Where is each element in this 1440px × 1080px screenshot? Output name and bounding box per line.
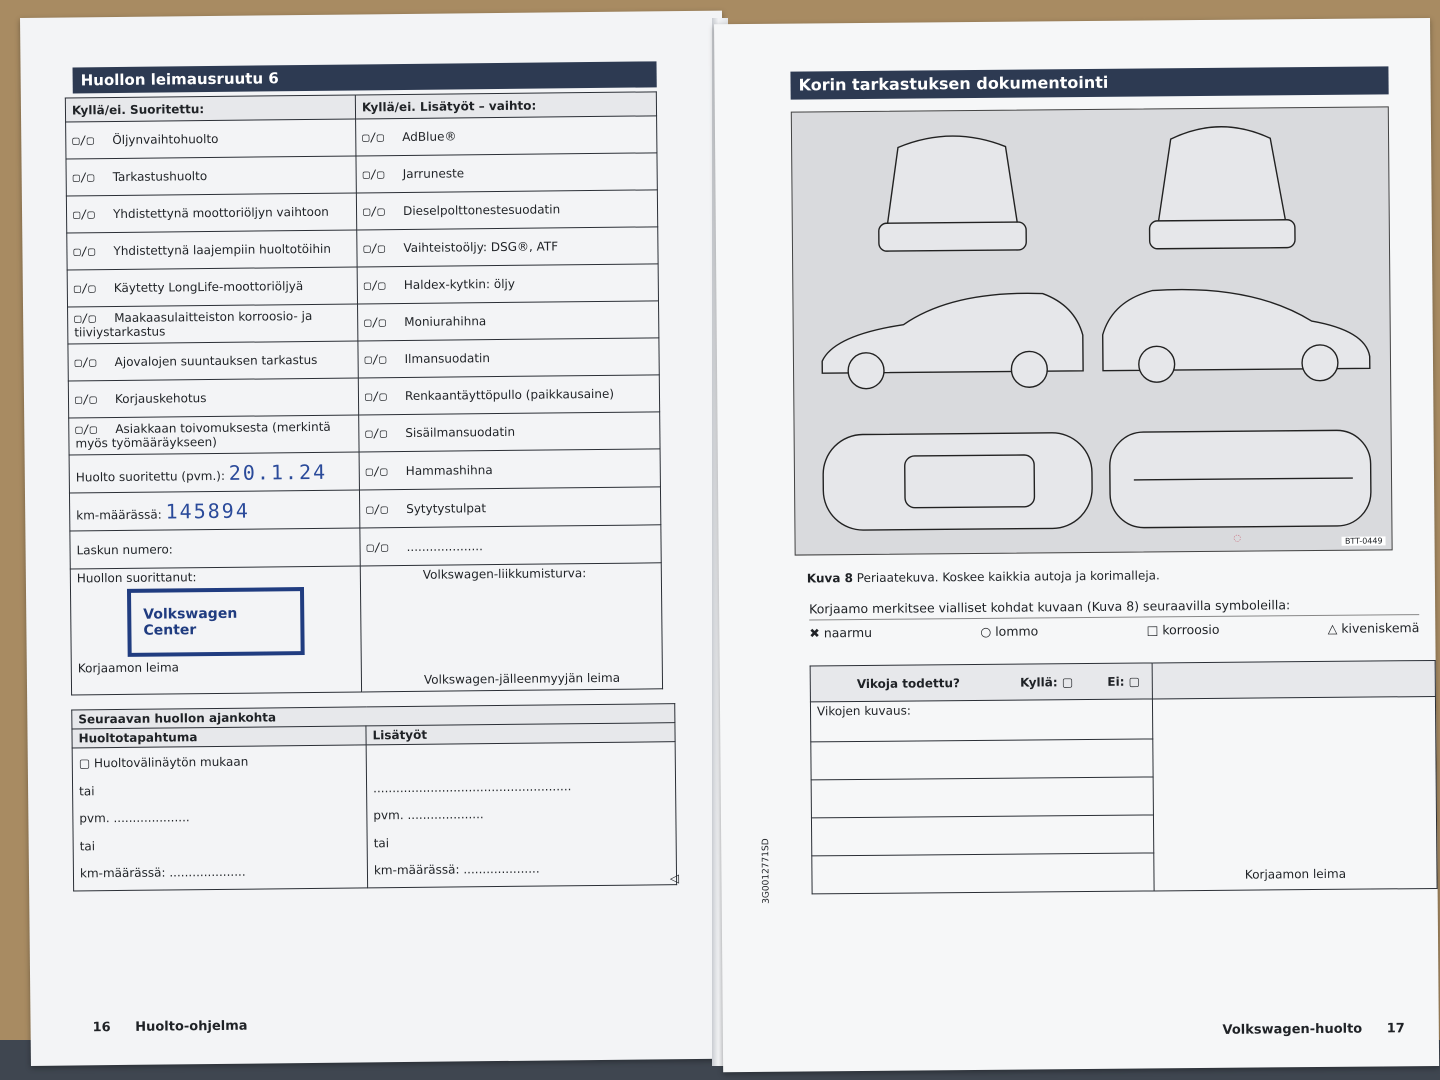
checkbox[interactable]: ▢/▢: [72, 207, 95, 222]
checkbox[interactable]: ▢/▢: [363, 241, 386, 256]
service-label: Tarkastushuolto: [112, 169, 208, 185]
workshop-stamp-cell: [1152, 696, 1437, 890]
wheel: [1011, 351, 1047, 387]
extra-row-blank: [360, 525, 661, 566]
next-service-extra: [366, 742, 676, 888]
km-label: km-määrässä:: [76, 507, 162, 522]
footer-title: Huolto-ohjelma: [135, 1018, 248, 1035]
defects-label: Vikoja todettu?: [856, 675, 961, 691]
checkbox[interactable]: ▢: [78, 756, 91, 771]
right-page: [714, 18, 1439, 1072]
left-page-title: Huollon leimausruutu 6: [73, 61, 657, 93]
service-cell-left: [68, 304, 358, 344]
wheel: [848, 353, 884, 389]
or-text: tai: [79, 839, 96, 854]
service-cell-right: [359, 412, 660, 452]
service-row: [66, 116, 657, 159]
checkbox[interactable]: ▢/▢: [72, 170, 95, 185]
service-row: [68, 301, 659, 344]
checkbox[interactable]: ▢/▢: [366, 501, 388, 516]
service-cell-left: [66, 156, 356, 196]
service-label: Yhdistettynä laajempiin huoltotöihin: [113, 241, 332, 259]
mobility-label: Volkswagen-liikkumisturva:: [422, 566, 587, 582]
service-cell-left: [66, 193, 356, 233]
checkbox[interactable]: ▢/▢: [362, 130, 385, 145]
interval-text: Huoltovälinäytön mukaan: [93, 754, 249, 771]
wheel: [1139, 346, 1175, 382]
footer-title: Volkswagen-huolto: [1222, 1021, 1363, 1038]
checkbox[interactable]: ▢/▢: [75, 422, 98, 437]
service-label: Vaihteistoöljy: DSG®, ATF: [403, 239, 559, 255]
car-body-diagram: [791, 106, 1393, 555]
symbol-note: Korjaamo merkitsee vialliset kohdat kuvaan (Kuva 8) seuraavilla symboleilla:: [809, 596, 1419, 620]
next-col2: Lisätyöt: [366, 723, 675, 745]
service-cell-left: [67, 267, 357, 307]
dent-symbol: ○ lommo: [980, 623, 1039, 639]
km-line: km-määrässä: ....................: [79, 865, 246, 881]
stamp-header: [1152, 660, 1435, 698]
checkbox[interactable]: ▢/▢: [73, 281, 96, 296]
figure-caption: [807, 568, 1160, 585]
desc-label: Vikojen kuvaus:: [810, 699, 1152, 742]
service-row: [68, 338, 659, 381]
service-row: [66, 190, 657, 233]
service-cell-left: [66, 119, 356, 159]
or-text: tai: [79, 783, 95, 799]
figure-tag: BTT-0449: [1342, 536, 1386, 545]
document-code: 3G0012771SD: [761, 838, 772, 904]
stone-chip-symbol: △ kiveniskemä: [1327, 620, 1420, 636]
service-label: Jarruneste: [402, 166, 465, 182]
extra-row-spark-plugs: [359, 487, 660, 528]
desc-line[interactable]: [812, 853, 1154, 894]
left-footer: [92, 1019, 247, 1036]
red-ink-stamp: ◌: [1231, 532, 1243, 545]
left-page: [20, 11, 733, 1066]
service-label: Haldex-kytkin: öljy: [403, 276, 516, 292]
extra-label: Hammashihna: [405, 462, 493, 478]
dots-line: ....................................................: [373, 778, 572, 795]
service-cell-right: [358, 375, 659, 415]
service-row: [67, 227, 658, 270]
service-cell-right: [358, 338, 659, 378]
next-service-title: Seuraavan huollon ajankohta: [72, 704, 675, 729]
col2-header: Kyllä/ei. Lisätyöt – vaihto:: [355, 92, 656, 119]
wheel: [1302, 345, 1338, 381]
scratch-symbol: ✖ naarmu: [809, 624, 873, 641]
dealer-stamp-label: Volkswagen-jälleenmyyjän leima: [423, 670, 621, 687]
extra-row-timing-belt: [359, 449, 660, 490]
date-line: pvm. ....................: [79, 810, 190, 826]
checkbox[interactable]: ▢/▢: [364, 389, 387, 404]
workshop-stamp-label: Korjaamon leima: [1244, 866, 1347, 882]
corrosion-symbol: □ korroosio: [1146, 621, 1220, 638]
date-label: Huolto suoritettu (pvm.):: [75, 468, 226, 484]
service-cell-left: [69, 415, 359, 455]
col1-header: Kyllä/ei. Suoritettu:: [65, 95, 355, 122]
right-footer: [1222, 1021, 1404, 1038]
service-label: Käytetty LongLife-moottoriöljyä: [113, 279, 304, 296]
right-page-title: Korin tarkastuksen dokumentointi: [790, 66, 1388, 99]
checkbox[interactable]: ▢/▢: [365, 426, 388, 441]
checkbox[interactable]: ▢/▢: [74, 311, 96, 326]
desc-line[interactable]: [811, 815, 1153, 856]
performer-cell: [70, 566, 361, 695]
service-cell-right: [356, 190, 657, 230]
service-stamp-table: [65, 91, 663, 695]
checkbox[interactable]: ▢/▢: [362, 204, 385, 219]
desc-line[interactable]: [811, 777, 1153, 818]
checkbox[interactable]: ▢/▢: [72, 133, 95, 148]
desc-line[interactable]: [811, 739, 1153, 780]
extra-label: Sytytystulpat: [406, 500, 487, 516]
service-label: Korjauskehotus: [114, 391, 207, 407]
workshop-stamp-label: Korjaamon leima: [77, 660, 180, 676]
date-cell: [69, 452, 359, 493]
triangle-marker-icon: ◁: [669, 871, 680, 886]
service-label: Ajovalojen suuntauksen tarkastus: [114, 352, 318, 370]
mobility-cell: [360, 563, 662, 692]
service-label: Maakaasulaitteiston korroosio- ja tiiviystarkastus: [74, 308, 313, 340]
invoice-cell: Laskun numero:: [70, 528, 360, 569]
next-col1: Huoltotapahtuma: [72, 726, 366, 748]
extra-label: ....................: [406, 538, 483, 554]
next-service-table: [71, 703, 680, 891]
service-label: Asiakkaan toivomuksesta (merkintä myös työmääräykseen): [75, 419, 331, 451]
service-cell-left: [67, 230, 357, 270]
no-label: Ei:: [1107, 674, 1125, 689]
service-label: Ilmansuodatin: [404, 351, 491, 366]
service-row: [69, 412, 660, 455]
service-cell-right: [357, 227, 658, 267]
service-label: Sisäilmansuodatin: [405, 424, 516, 440]
checkbox[interactable]: ▢/▢: [363, 278, 386, 293]
km-cell: [69, 490, 359, 531]
service-label: Dieselpolttonestesuodatin: [402, 202, 561, 218]
service-label: Renkaantäyttöpullo (paikkausaine): [404, 386, 615, 403]
next-service-event: [72, 745, 367, 891]
car-rear-bumper: [879, 222, 1027, 251]
service-row: [68, 375, 659, 418]
service-label: Yhdistettynä moottoriöljyn vaihtoon: [112, 204, 329, 222]
service-row: [67, 264, 658, 307]
checkbox[interactable]: ▢/▢: [74, 392, 97, 407]
service-cell-right: [356, 116, 657, 156]
page-number: 16: [92, 1020, 111, 1036]
service-cell-left: [68, 378, 358, 418]
checkbox[interactable]: ▢/▢: [364, 352, 387, 367]
checkbox[interactable]: ▢/▢: [74, 355, 97, 370]
or-text: tai: [373, 835, 390, 851]
yes-checkbox[interactable]: ▢: [1061, 674, 1074, 689]
checkbox[interactable]: ▢/▢: [73, 244, 96, 259]
checkbox[interactable]: ▢/▢: [365, 463, 388, 478]
defects-table: [810, 660, 1438, 894]
car-outline-drawing: [792, 107, 1392, 554]
caption-text: Periaatekuva. Koskee kaikkia autoja ja korimalleja.: [856, 568, 1160, 586]
checkbox[interactable]: ▢/▢: [364, 315, 386, 330]
service-label: Moniurahihna: [404, 314, 487, 329]
service-cell-left: [68, 341, 358, 381]
no-checkbox[interactable]: ▢: [1128, 674, 1141, 689]
service-cell-right: [358, 301, 659, 341]
service-cell-right: [356, 153, 657, 193]
km-line: km-määrässä: ....................: [373, 861, 540, 878]
checkbox[interactable]: ▢/▢: [362, 167, 385, 182]
yes-label: Kyllä:: [1020, 674, 1058, 690]
symbol-legend: [809, 620, 1419, 640]
date-line: pvm. ....................: [373, 807, 484, 823]
service-row: [66, 153, 657, 196]
caption-bold: Kuva 8: [806, 571, 854, 586]
service-label: AdBlue®: [402, 129, 457, 145]
page-number: 17: [1386, 1021, 1405, 1037]
service-cell-right: [357, 264, 658, 304]
defects-header: [810, 663, 1152, 702]
car-front-bumper: [1149, 220, 1295, 249]
checkbox[interactable]: ▢/▢: [366, 539, 389, 554]
dealer-stamp: Volkswagen Center: [127, 587, 305, 657]
performer-label: Huollon suorittanut:: [76, 570, 197, 586]
date-value: 20.1.24: [228, 459, 328, 485]
car-roof: [905, 455, 1035, 508]
service-label: Öljynvaihtohuolto: [112, 131, 219, 148]
km-value: 145894: [165, 498, 250, 524]
